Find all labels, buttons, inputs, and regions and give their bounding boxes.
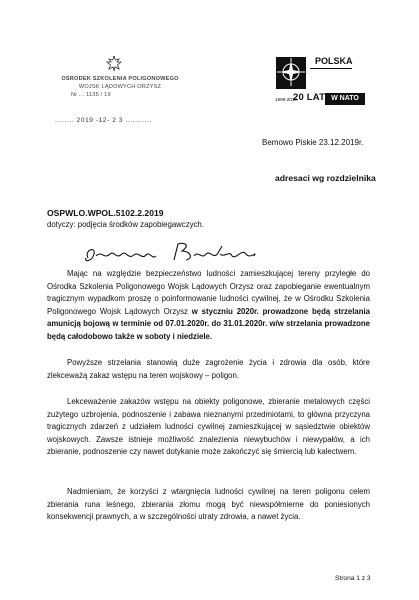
stamp-line-2: WOJSK LĄDOWYCH ORZYSZ [78,84,162,90]
page-number: Strona 1 z 3 [335,575,371,582]
stamp-date: ........ 2019 -12- 2 3 ........... [55,117,152,124]
nato-logo [276,57,306,89]
reference-number: OSPWLO.WPOL.5102.2.2019 [47,208,164,218]
logo-years: 1999-2019 [275,97,297,102]
eagle-emblem-icon [104,54,124,74]
paragraph-4-text: Nadmieniam, że korzyści z wtargnięcia ludności cywilnej na teren poligonu celem zbierania runa leśnego, zbierania złomu mogą być niewspółmierne do poniesionych konsekwencji prawnych, a w szczególności utraty zdrowia, a nawet życia. [47,487,370,522]
paragraph-1-bold: w styczniu 2020r. prowadzone będą strzelania amunicją bojową w terminie od 07.01.2020r. do 31.01.2020r. w/w strzelania prowadzone będą całodobowo także w soboty i niedziele. [47,306,370,341]
place-date: Bemowo Piskie 23.12.2019r. [262,138,364,147]
stamp-number: Nr ... 1135 / 19 [71,92,111,98]
paragraph-4 [47,486,370,524]
office-stamp [55,75,185,99]
handwritten-signature [82,238,272,268]
logo-badge: W NATO [325,93,365,105]
logo-anniversary: 20 LAT [293,92,326,103]
subject-line: dotyczy: podjęcia środków zapobiegawczych. [47,220,204,229]
addressee: adresaci wg rozdzielnika [275,173,376,183]
logo-divider [310,68,352,69]
logo-country: POLSKA [315,56,353,66]
paragraph-2 [47,357,370,382]
paragraph-3-text: Lekceważenie zakazów wstępu na obiekty poligonowe, zbieranie metalowych części zużytego uzbrojenia, podnoszenie i zabawa nieznanymi przedmiotami, to główna przyczyna tragicznych zdarzeń z udziałem ludności cywilnej zamieszkującej w sąsiedztwie obiektów wojskowych. Zawsze istnieje możliwość znalezienia niewybuchów i niewypałów, a ich zbieranie, podnoszenie czy nawet dotykanie może zakończyć się śmiercią lub kalectwem. [47,397,370,457]
stamp-line-1: OŚRODEK SZKOLENIA POLIGONOWEGO [61,76,179,82]
paragraph-1 [47,268,370,344]
paragraph-3 [47,396,370,459]
paragraph-1-text: Mając na względzie bezpieczeństwo ludności zamieszkującej tereny przyległe do Ośrodka Szkolenia Poligonowego Wojsk Lądowych Orzysz oraz zapobieganie ewentualnym tragicznym wypadkom proszę o poinformowanie ludności cywilnej, że w Ośrodku Szkolenia Poligonowego Wojsk Lądowych Orzysz [47,269,370,316]
paragraph-2-text: Powyższe strzelania stanowią duże zagrożenie życia i zdrowia dla osób, które zlekceważą zakaz wstępu na teren wojskowy – poligon. [47,358,370,380]
nato-star-icon [276,57,306,89]
